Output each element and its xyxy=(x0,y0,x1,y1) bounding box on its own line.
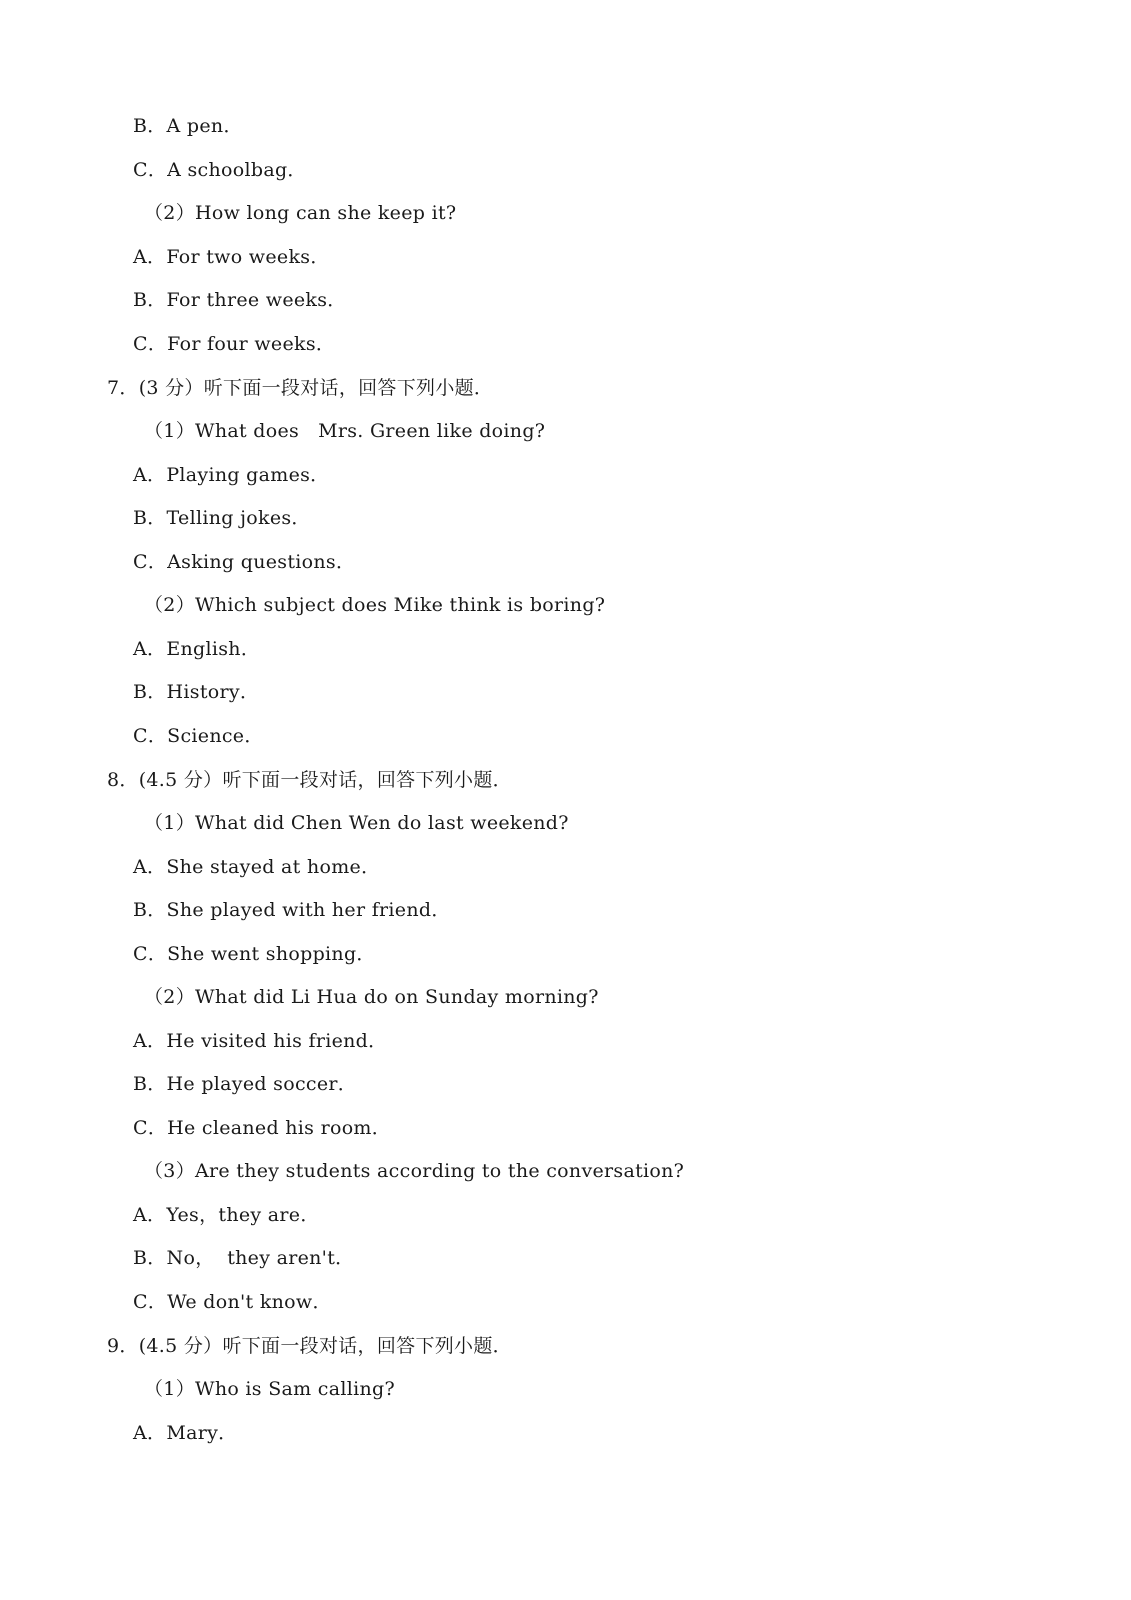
option-c-q6-1: C．A schoolbag． xyxy=(133,159,307,181)
option-c-q7-2: C．Science． xyxy=(133,725,264,747)
question-8-heading: 8．(4.5 分）听下面一段对话，回答下列小题． xyxy=(107,769,512,791)
option-c-q8-2: C．He cleaned his room． xyxy=(133,1117,392,1139)
option-a-q8-2: A．He visited his friend． xyxy=(133,1030,388,1052)
option-a-q6-2: A．For two weeks． xyxy=(133,246,330,268)
option-b-q8-2: B．He played soccer． xyxy=(133,1073,358,1095)
option-b-q8-3: B．No， they aren't． xyxy=(133,1247,355,1269)
option-b-q7-1: B．Telling jokes． xyxy=(133,507,311,529)
question-9-heading: 9．(4.5 分）听下面一段对话，回答下列小题． xyxy=(107,1335,512,1357)
option-a-q9-1: A．Mary． xyxy=(133,1422,238,1444)
option-a-q7-2: A．English． xyxy=(133,638,261,660)
option-a-q8-1: A．She stayed at home． xyxy=(133,856,381,878)
option-b-q8-1: B．She played with her friend． xyxy=(133,899,451,921)
sub-question-q8-3: （3）Are they students according to the conversation? xyxy=(144,1160,685,1182)
option-b-q6-1: B．A pen． xyxy=(133,115,243,137)
sub-question-q9-1: （1）Who is Sam calling? xyxy=(144,1378,395,1400)
sub-question-q7-1: （1）What does Mrs. Green like doing? xyxy=(144,420,546,442)
sub-question-q8-1: （1）What did Chen Wen do last weekend? xyxy=(144,812,569,834)
option-c-q8-1: C．She went shopping． xyxy=(133,943,376,965)
option-c-q8-3: C．We don't know． xyxy=(133,1291,332,1313)
option-c-q7-1: C．Asking questions． xyxy=(133,551,356,573)
sub-question-q8-2: （2）What did Li Hua do on Sunday morning? xyxy=(144,986,599,1008)
option-a-q8-3: A．Yes，they are． xyxy=(133,1204,320,1226)
sub-question-q6-2: （2）How long can she keep it? xyxy=(144,202,457,224)
option-c-q6-2: C．For four weeks． xyxy=(133,333,336,355)
option-a-q7-1: A．Playing games． xyxy=(133,464,330,486)
option-b-q7-2: B．History． xyxy=(133,681,260,703)
sub-question-q7-2: （2）Which subject does Mike think is boring? xyxy=(144,594,606,616)
question-7-heading: 7．(3 分）听下面一段对话，回答下列小题． xyxy=(107,377,494,399)
option-b-q6-2: B．For three weeks． xyxy=(133,289,347,311)
